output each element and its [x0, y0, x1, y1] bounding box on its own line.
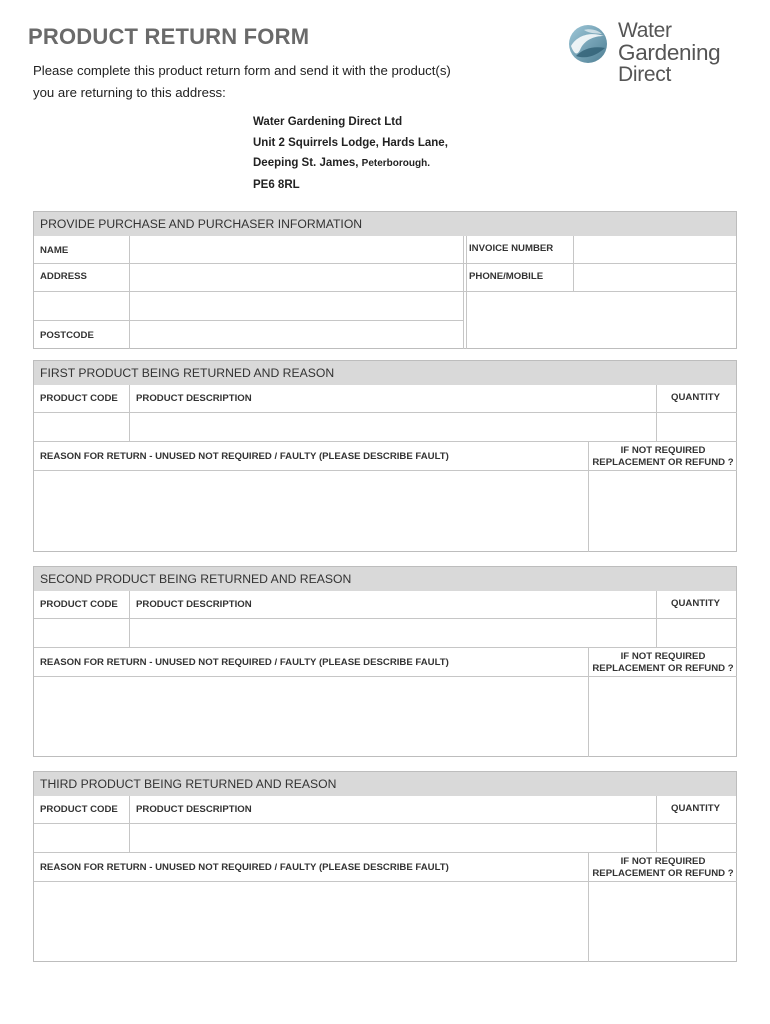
- postcode-label: POSTCODE: [40, 330, 94, 341]
- refund-label: [590, 445, 736, 469]
- product-description-field[interactable]: [130, 824, 656, 852]
- extra-info-field[interactable]: [467, 292, 737, 349]
- refund-choice-field[interactable]: [589, 677, 737, 757]
- intro-line-2: you are returning to this address:: [33, 85, 226, 100]
- reason-label: REASON FOR RETURN - UNUSED NOT REQUIRED / FAULTY (PLEASE DESCRIBE FAULT): [40, 862, 449, 873]
- address-line-3-main: Deeping St. James,: [253, 157, 359, 169]
- address-line-3: [253, 153, 448, 175]
- logo-text: [618, 20, 720, 86]
- purchase-info-heading: PROVIDE PURCHASE AND PURCHASER INFORMATION: [34, 212, 736, 236]
- reason-label: REASON FOR RETURN - UNUSED NOT REQUIRED / FAULTY (PLEASE DESCRIBE FAULT): [40, 451, 449, 462]
- product-code-label: PRODUCT CODE: [40, 599, 118, 610]
- quantity-label: QUANTITY: [671, 392, 721, 403]
- product-code-label: PRODUCT CODE: [40, 804, 118, 815]
- product-code-field[interactable]: [34, 824, 129, 852]
- product-description-label: PRODUCT DESCRIPTION: [136, 393, 252, 404]
- refund-label-line-2: REPLACEMENT OR REFUND ?: [592, 868, 734, 879]
- refund-label-line-1: IF NOT REQUIRED: [620, 651, 706, 662]
- address-field-2[interactable]: [130, 292, 463, 320]
- product-code-field[interactable]: [34, 413, 129, 441]
- address-label: ADDRESS: [40, 271, 87, 282]
- address-field-1[interactable]: [130, 264, 463, 291]
- logo-line-2: Gardening: [618, 40, 721, 65]
- company-logo: [566, 20, 741, 90]
- name-label: NAME: [40, 245, 69, 256]
- postcode-field[interactable]: [130, 321, 463, 349]
- refund-choice-field[interactable]: [589, 882, 737, 962]
- product-section-1: [33, 360, 737, 552]
- logo-line-3: Direct: [618, 63, 672, 86]
- quantity-label: QUANTITY: [671, 803, 721, 814]
- quantity-label: QUANTITY: [671, 598, 721, 609]
- intro-line-1: Please complete this product return form and send it with the product(s): [33, 63, 451, 78]
- refund-choice-field[interactable]: [589, 471, 737, 552]
- refund-label: [590, 651, 736, 675]
- product-3-heading: THIRD PRODUCT BEING RETURNED AND REASON: [34, 772, 736, 796]
- reason-field[interactable]: [34, 882, 588, 962]
- page-title: PRODUCT RETURN FORM: [28, 24, 310, 49]
- product-code-field[interactable]: [34, 619, 129, 647]
- product-2-heading: SECOND PRODUCT BEING RETURNED AND REASON: [34, 567, 736, 591]
- phone-mobile-field[interactable]: [574, 264, 737, 291]
- return-address: [253, 112, 448, 195]
- address-line-1: Water Gardening Direct Ltd: [253, 116, 403, 128]
- purchase-info-section: [33, 211, 737, 349]
- water-swirl-icon: [566, 22, 610, 66]
- product-section-3: [33, 771, 737, 962]
- invoice-number-field[interactable]: [574, 237, 737, 263]
- product-description-field[interactable]: [130, 619, 656, 647]
- quantity-field[interactable]: [657, 619, 737, 647]
- logo-line-1: Water: [618, 19, 672, 42]
- address-line-3-small: Peterborough.: [361, 158, 431, 169]
- product-section-2: [33, 566, 737, 757]
- name-field[interactable]: [130, 237, 463, 263]
- phone-mobile-label: PHONE/MOBILE: [469, 271, 544, 282]
- refund-label-line-2: REPLACEMENT OR REFUND ?: [592, 457, 734, 468]
- address-line-4: PE6 8RL: [253, 178, 300, 191]
- reason-label: REASON FOR RETURN - UNUSED NOT REQUIRED / FAULTY (PLEASE DESCRIBE FAULT): [40, 657, 449, 668]
- address-line-2: Unit 2 Squirrels Lodge, Hards Lane,: [253, 136, 448, 149]
- product-description-label: PRODUCT DESCRIPTION: [136, 804, 252, 815]
- refund-label-line-1: IF NOT REQUIRED: [620, 856, 706, 867]
- invoice-number-label: INVOICE NUMBER: [469, 243, 554, 254]
- reason-field[interactable]: [34, 677, 588, 757]
- product-description-field[interactable]: [130, 413, 656, 441]
- quantity-field[interactable]: [657, 413, 737, 441]
- intro-text: [33, 60, 533, 104]
- reason-field[interactable]: [34, 471, 588, 552]
- refund-label-line-1: IF NOT REQUIRED: [620, 445, 706, 456]
- product-code-label: PRODUCT CODE: [40, 393, 118, 404]
- refund-label: [590, 856, 736, 880]
- refund-label-line-2: REPLACEMENT OR REFUND ?: [592, 663, 734, 674]
- product-1-heading: FIRST PRODUCT BEING RETURNED AND REASON: [34, 361, 736, 385]
- product-description-label: PRODUCT DESCRIPTION: [136, 599, 252, 610]
- quantity-field[interactable]: [657, 824, 737, 852]
